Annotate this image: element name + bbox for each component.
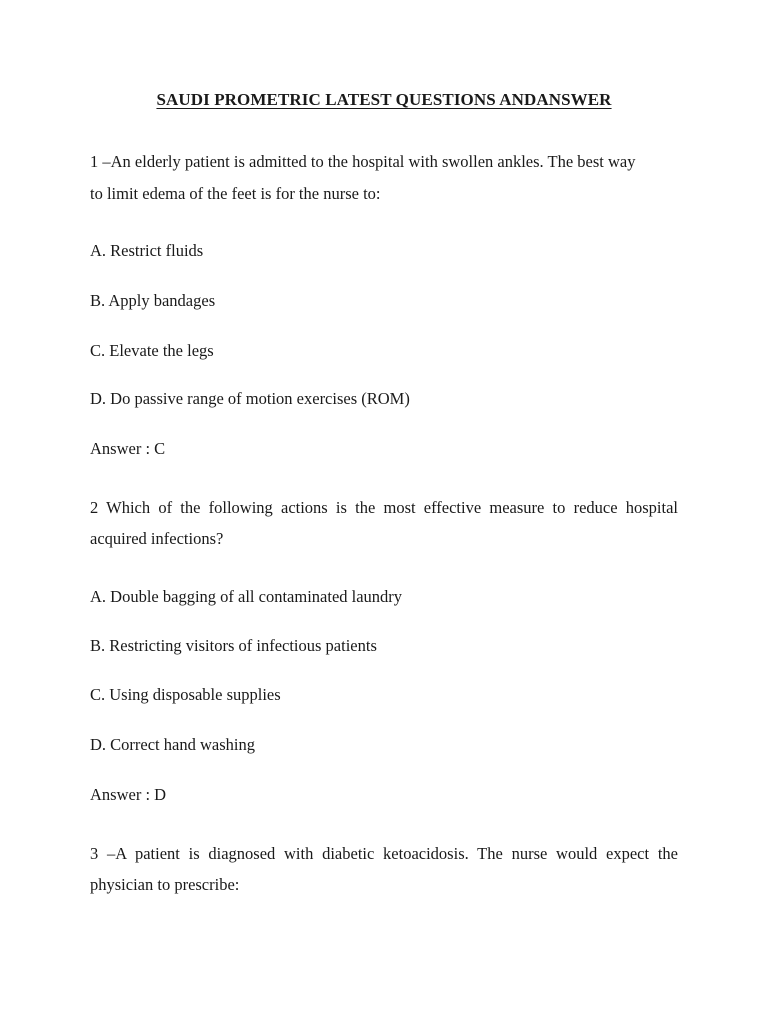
question-1-stem-line-2: to limit edema of the feet is for the nurse to: — [90, 184, 381, 203]
question-3-stem-line-1: 3 –A patient is diagnosed with diabetic ketoacidosis. The nurse would expect the — [90, 844, 678, 863]
question-2-option-c: C. Using disposable supplies — [90, 685, 281, 704]
document-title: SAUDI PROMETRIC LATEST QUESTIONS ANDANSWER — [156, 90, 612, 109]
question-2-option-a: A. Double bagging of all contaminated laundry — [90, 587, 403, 606]
question-1-option-a: A. Restrict fluids — [90, 241, 204, 260]
question-2-stem-line-2: acquired infections? — [90, 529, 224, 548]
question-2-answer: Answer : D — [90, 785, 167, 804]
question-3-stem-line-2: physician to prescribe: — [90, 875, 240, 894]
question-1-option-b: B. Apply bandages — [90, 291, 216, 310]
question-2-stem-line-1: 2 Which of the following actions is the most effective measure to reduce hospital — [90, 498, 678, 517]
question-1-answer: Answer : C — [90, 439, 166, 458]
question-2-option-d: D. Correct hand washing — [90, 735, 255, 754]
question-1-option-d: D. Do passive range of motion exercises (ROM) — [90, 389, 410, 408]
question-1-stem-line-1: 1 –An elderly patient is admitted to the hospital with swollen ankles. The best way — [90, 152, 636, 171]
question-1-option-c: C. Elevate the legs — [90, 341, 214, 360]
question-2-option-b: B. Restricting visitors of infectious patients — [90, 636, 377, 655]
